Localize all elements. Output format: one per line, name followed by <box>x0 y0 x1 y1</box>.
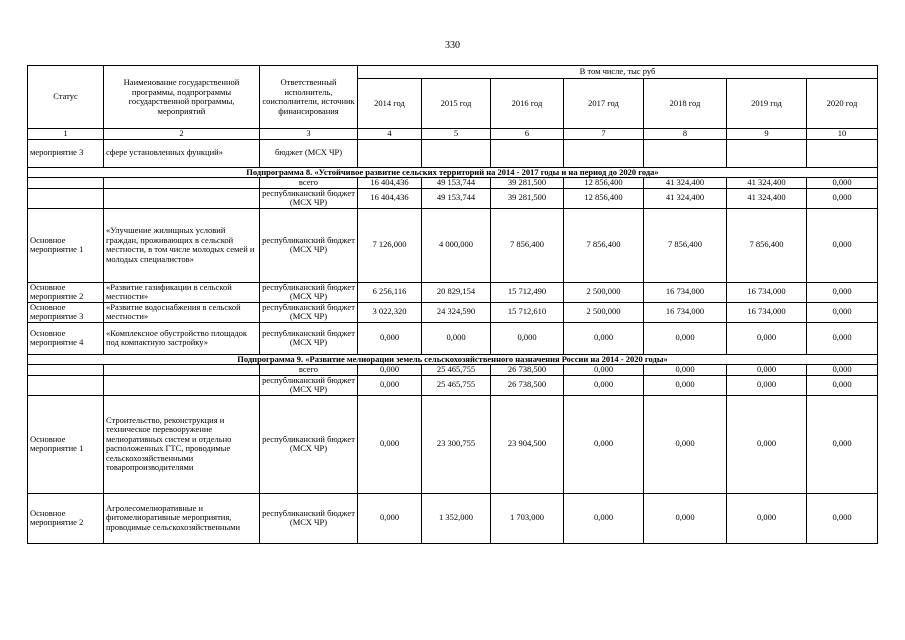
amount-cell: 41 324,400 <box>644 178 727 189</box>
amount-cell: 23 904,500 <box>491 395 564 493</box>
table-row <box>28 302 878 322</box>
amount-cell: 0,000 <box>358 375 422 395</box>
amount-cell: 7 856,400 <box>644 208 727 282</box>
column-number: 2 <box>104 129 260 140</box>
amount-cell: 39 281,500 <box>491 188 564 208</box>
name-cell <box>104 188 260 208</box>
amount-cell: 0,000 <box>358 395 422 493</box>
amount-cell: 0,000 <box>564 493 644 543</box>
header-year: 2016 год <box>491 79 564 129</box>
amount-cell: 0,000 <box>807 375 878 395</box>
source-cell: республиканский бюджет (МСХ ЧР) <box>260 208 358 282</box>
amount-cell: 23 300,755 <box>422 395 491 493</box>
name-cell <box>104 178 260 189</box>
header-year: 2015 год <box>422 79 491 129</box>
amount-cell: 0,000 <box>727 395 807 493</box>
amount-cell: 0,000 <box>564 375 644 395</box>
amount-cell: 2 500,000 <box>564 302 644 322</box>
column-number: 3 <box>260 129 358 140</box>
amount-cell: 0,000 <box>807 282 878 302</box>
amount-cell: 16 734,000 <box>727 302 807 322</box>
table-row <box>28 365 878 376</box>
amount-cell: 0,000 <box>564 365 644 376</box>
amount-cell: 16 734,000 <box>727 282 807 302</box>
name-cell: «Комплексное обустройство площадок под компактную застройку» <box>104 322 260 354</box>
column-number: 5 <box>422 129 491 140</box>
status-cell <box>28 178 104 189</box>
amount-cell: 0,000 <box>727 365 807 376</box>
amount-cell: 0,000 <box>358 365 422 376</box>
name-cell: «Развитие газификации в сельской местности» <box>104 282 260 302</box>
header-status: Статус <box>28 66 104 129</box>
source-cell: республиканский бюджет (МСХ ЧР) <box>260 322 358 354</box>
source-cell: республиканский бюджет (МСХ ЧР) <box>260 282 358 302</box>
table-row <box>28 375 878 395</box>
amount-cell: 0,000 <box>644 493 727 543</box>
amount-cell: 41 324,400 <box>644 188 727 208</box>
table-row <box>28 208 878 282</box>
status-cell: Основное мероприятие 2 <box>28 282 104 302</box>
amount-cell: 7 856,400 <box>491 208 564 282</box>
source-cell: республиканский бюджет (МСХ ЧР) <box>260 302 358 322</box>
amount-cell: 1 352,000 <box>422 493 491 543</box>
amount-cell: 0,000 <box>807 322 878 354</box>
amount-cell <box>807 139 878 167</box>
source-cell: всего <box>260 365 358 376</box>
page-number: 330 <box>445 40 460 51</box>
amount-cell: 24 324,590 <box>422 302 491 322</box>
amount-cell <box>644 139 727 167</box>
amount-cell: 1 703,000 <box>491 493 564 543</box>
amount-cell: 0,000 <box>564 395 644 493</box>
amount-cell: 0,000 <box>422 322 491 354</box>
status-cell: Основное мероприятие 3 <box>28 302 104 322</box>
header-year: 2020 год <box>807 79 878 129</box>
header-including: В том числе, тыс руб <box>358 66 878 79</box>
amount-cell: 0,000 <box>644 375 727 395</box>
source-cell: бюджет (МСХ ЧР) <box>260 139 358 167</box>
column-number: 9 <box>727 129 807 140</box>
table-row <box>28 188 878 208</box>
amount-cell: 0,000 <box>727 375 807 395</box>
amount-cell: 49 153,744 <box>422 188 491 208</box>
name-cell <box>104 365 260 376</box>
amount-cell: 25 465,755 <box>422 365 491 376</box>
status-cell: Основное мероприятие 4 <box>28 322 104 354</box>
amount-cell: 4 000,000 <box>422 208 491 282</box>
amount-cell: 26 738,500 <box>491 375 564 395</box>
amount-cell: 20 829,154 <box>422 282 491 302</box>
amount-cell: 0,000 <box>807 302 878 322</box>
amount-cell: 15 712,610 <box>491 302 564 322</box>
table-row <box>28 178 878 189</box>
amount-cell: 7 856,400 <box>727 208 807 282</box>
source-cell: республиканский бюджет (МСХ ЧР) <box>260 188 358 208</box>
amount-cell: 0,000 <box>491 322 564 354</box>
column-number: 6 <box>491 129 564 140</box>
table-row <box>28 322 878 354</box>
amount-cell: 41 324,400 <box>727 188 807 208</box>
amount-cell: 0,000 <box>644 322 727 354</box>
status-cell <box>28 188 104 208</box>
subprogram-title: Подпрограмма 8. «Устойчивое развитие сельских территорий на 2014 - 2017 годы и на период до 2020 года» <box>28 167 878 178</box>
amount-cell: 0,000 <box>727 493 807 543</box>
amount-cell: 41 324,400 <box>727 178 807 189</box>
header-year: 2014 год <box>358 79 422 129</box>
source-cell: республиканский бюджет (МСХ ЧР) <box>260 375 358 395</box>
amount-cell <box>491 139 564 167</box>
amount-cell <box>358 139 422 167</box>
header-responsible: Ответственный исполнитель, соисполнители, источник финансирования <box>260 66 358 129</box>
amount-cell: 7 856,400 <box>564 208 644 282</box>
source-cell: всего <box>260 178 358 189</box>
amount-cell: 2 500,000 <box>564 282 644 302</box>
table-row <box>28 395 878 493</box>
amount-cell: 0,000 <box>807 208 878 282</box>
amount-cell: 15 712,490 <box>491 282 564 302</box>
amount-cell: 0,000 <box>358 493 422 543</box>
column-number: 10 <box>807 129 878 140</box>
amount-cell: 12 856,400 <box>564 188 644 208</box>
status-cell: Основное мероприятие 1 <box>28 208 104 282</box>
column-number: 7 <box>564 129 644 140</box>
name-cell <box>104 375 260 395</box>
status-cell: мероприятие 3 <box>28 139 104 167</box>
table-row <box>28 493 878 543</box>
amount-cell: 0,000 <box>644 365 727 376</box>
amount-cell: 16 404,436 <box>358 188 422 208</box>
amount-cell: 0,000 <box>807 493 878 543</box>
name-cell: сфере установленных функций» <box>104 139 260 167</box>
subprogram-title: Подпрограмма 9. «Развитие мелиорации земель сельскохозяйственного назначения России на 2014 - 2020 годы» <box>28 354 878 365</box>
column-number: 1 <box>28 129 104 140</box>
status-cell <box>28 375 104 395</box>
table-row <box>28 282 878 302</box>
amount-cell: 0,000 <box>564 322 644 354</box>
amount-cell: 0,000 <box>807 395 878 493</box>
name-cell: Агролесомелиоративные и фитомелиоративные мероприятия, проводимые сельскохозяйственными <box>104 493 260 543</box>
amount-cell: 49 153,744 <box>422 178 491 189</box>
amount-cell <box>422 139 491 167</box>
amount-cell: 12 856,400 <box>564 178 644 189</box>
status-cell <box>28 365 104 376</box>
amount-cell: 0,000 <box>644 395 727 493</box>
amount-cell: 0,000 <box>807 365 878 376</box>
amount-cell: 7 126,000 <box>358 208 422 282</box>
amount-cell: 16 734,000 <box>644 282 727 302</box>
column-number: 8 <box>644 129 727 140</box>
amount-cell: 16 734,000 <box>644 302 727 322</box>
amount-cell: 3 022,320 <box>358 302 422 322</box>
amount-cell: 0,000 <box>807 178 878 189</box>
amount-cell: 0,000 <box>727 322 807 354</box>
amount-cell: 26 738,500 <box>491 365 564 376</box>
amount-cell <box>564 139 644 167</box>
status-cell: Основное мероприятие 1 <box>28 395 104 493</box>
amount-cell: 16 404,436 <box>358 178 422 189</box>
header-year: 2019 год <box>727 79 807 129</box>
header-name: Наименование государственной программы, подпрограммы государственной программы, мероприятий <box>104 66 260 129</box>
header-year: 2018 год <box>644 79 727 129</box>
amount-cell: 0,000 <box>807 188 878 208</box>
name-cell: «Улучшение жилищных условий граждан, проживающих в сельской местности, в том числе молодых семей и молодых специалистов» <box>104 208 260 282</box>
header-year: 2017 год <box>564 79 644 129</box>
amount-cell: 0,000 <box>358 322 422 354</box>
name-cell: «Развитие водоснабжения в сельской местности» <box>104 302 260 322</box>
amount-cell: 6 256,116 <box>358 282 422 302</box>
amount-cell <box>727 139 807 167</box>
budget-table <box>27 65 878 544</box>
amount-cell: 25 465,755 <box>422 375 491 395</box>
table-row <box>28 139 878 167</box>
status-cell: Основное мероприятие 2 <box>28 493 104 543</box>
name-cell: Строительство, реконструкция и техническое перевооружение мелиоративных систем и отдельно расположенных ГТС, проводимые сельскохозяйственными товаропроизводителями <box>104 395 260 493</box>
amount-cell: 39 281,500 <box>491 178 564 189</box>
column-number: 4 <box>358 129 422 140</box>
source-cell: республиканский бюджет (МСХ ЧР) <box>260 395 358 493</box>
source-cell: республиканский бюджет (МСХ ЧР) <box>260 493 358 543</box>
